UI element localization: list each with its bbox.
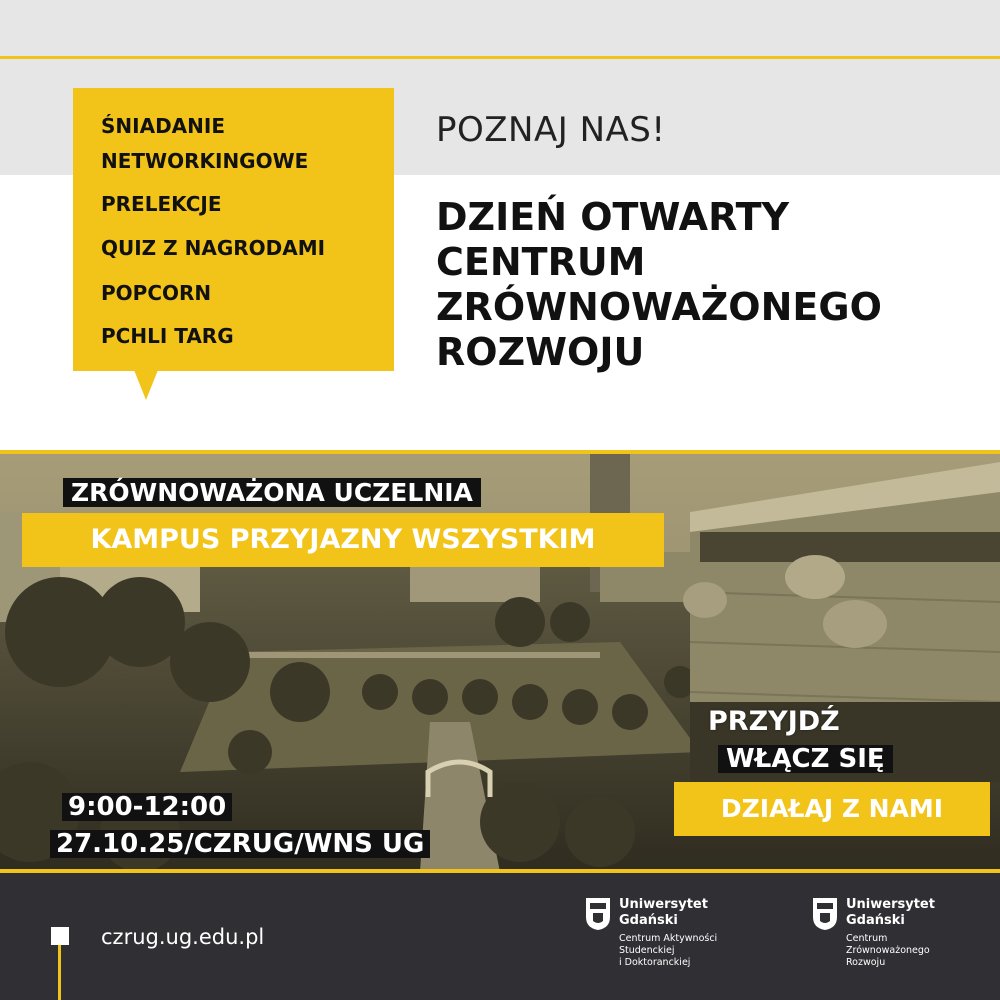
logo-name: Uniwersytet Gdański (846, 897, 935, 928)
activity-item: PRELEKCJE (101, 192, 222, 216)
activity-item: QUIZ Z NAGRODAMI (101, 236, 326, 260)
title-line: ROZWOJU (436, 330, 645, 374)
sustainable-university-label: ZRÓWNOWAŻONA UCZELNIA (63, 478, 481, 507)
ug-cas-logo (585, 897, 745, 977)
footer-accent-stem (58, 945, 61, 1000)
page-title (436, 195, 882, 375)
photo-top-line (0, 450, 1000, 454)
campus-friendly-label: KAMPUS PRZYJAZNY WSZYSTKIM (22, 513, 664, 567)
activity-item: ŚNIADANIE (101, 114, 225, 138)
activity-item: NETWORKINGOWE (101, 149, 309, 173)
university-crest-icon (585, 897, 611, 931)
university-crest-icon (812, 897, 838, 931)
activity-item: POPCORN (101, 281, 212, 305)
page-subtitle: POZNAJ NAS! (436, 110, 666, 150)
ug-czr-logo (812, 897, 972, 977)
logo-unit: Centrum Zrównoważonego Rozwoju (846, 933, 930, 968)
title-line: DZIEŃ OTWARTY (436, 195, 790, 239)
logo-name: Uniwersytet Gdański (619, 897, 708, 928)
come-label: PRZYJDŹ (708, 706, 840, 737)
footer-square-mark (51, 927, 69, 945)
top-accent-line (0, 56, 1000, 59)
join-label: WŁĄCZ SIĘ (718, 745, 893, 773)
speech-pointer (134, 370, 158, 400)
title-line: CENTRUM (436, 240, 646, 284)
act-with-us-label: DZIAŁAJ Z NAMI (674, 782, 990, 836)
time-label: 9:00-12:00 (62, 793, 232, 821)
logo-unit: Centrum Aktywności Studenckiej i Doktoranckiej (619, 933, 718, 968)
activity-item: PCHLI TARG (101, 324, 234, 348)
date-place-label: 27.10.25/CZRUG/WNS UG (50, 830, 430, 858)
title-line: ZRÓWNOWAŻONEGO (436, 285, 882, 329)
website-link[interactable]: czrug.ug.edu.pl (101, 925, 265, 949)
